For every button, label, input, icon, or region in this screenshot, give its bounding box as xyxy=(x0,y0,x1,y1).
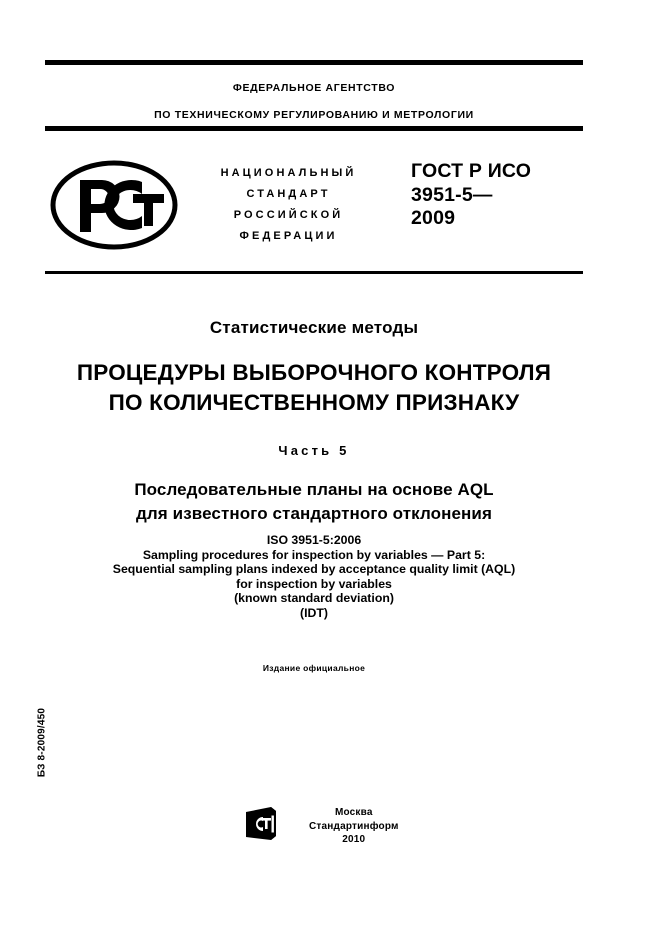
title-category: Статистические методы xyxy=(209,318,419,337)
gost-r-logo xyxy=(50,160,178,250)
title-subtitle-line-2: для известного стандартного отклонения xyxy=(136,504,492,523)
iso-line-2: Sampling procedures for inspection by variables — Part 5: xyxy=(142,547,486,562)
gost-r-certification-mark-icon xyxy=(50,160,178,250)
publisher-year: 2010 xyxy=(342,834,366,845)
title-subtitle-line-1: Последовательные планы на основе AQL xyxy=(134,480,494,499)
iso-line-5: (known standard deviation) xyxy=(234,591,394,606)
title-separator-rule xyxy=(45,271,583,274)
iso-line-3: Sequential sampling plans indexed by acceptance quality limit (AQL) xyxy=(112,562,516,577)
designation-line-2: 3951-5— xyxy=(411,183,493,206)
title-subtitle xyxy=(45,478,583,526)
publisher-block xyxy=(245,806,399,847)
title-part-number: Часть 5 xyxy=(278,443,350,458)
title-block xyxy=(45,318,583,526)
agency-line-2: ПО ТЕХНИЧЕСКОМУ РЕГУЛИРОВАНИЮ И МЕТРОЛОГИИ xyxy=(154,109,474,121)
standard-designation xyxy=(411,160,611,231)
iso-reference-block xyxy=(45,533,583,621)
iso-line-1: ISO 3951-5:2006 xyxy=(266,533,362,547)
official-edition-note: Издание официальное xyxy=(262,663,366,673)
national-line-4: ФЕДЕРАЦИИ xyxy=(239,230,338,242)
publisher-name: Стандартинформ xyxy=(309,820,399,832)
header-rule xyxy=(45,126,583,131)
title-main-line-2: ПО КОЛИЧЕСТВЕННОМУ ПРИЗНАКУ xyxy=(108,390,520,415)
national-line-1: НАЦИОНАЛЬНЫЙ xyxy=(220,167,357,179)
standartinform-emblem-icon xyxy=(245,806,281,844)
standartinform-logo xyxy=(245,806,281,844)
agency-line-1: ФЕДЕРАЛЬНОЕ АГЕНТСТВО xyxy=(232,82,396,94)
designation-line-1: ГОСТ Р ИСО xyxy=(411,160,532,182)
publisher-text xyxy=(309,806,399,847)
iso-line-6: (IDT) xyxy=(300,605,328,620)
title-main-line-1: ПРОЦЕДУРЫ ВЫБОРОЧНОГО КОНТРОЛЯ xyxy=(76,360,552,385)
title-main xyxy=(45,358,583,418)
top-rule xyxy=(45,60,583,65)
designation-line-3: 2009 xyxy=(411,207,456,229)
publisher-city: Москва xyxy=(334,807,373,818)
national-standard-block xyxy=(186,163,391,247)
national-line-3: РОССИЙСКОЙ xyxy=(233,209,344,221)
iso-line-4: for inspection by variables xyxy=(236,576,392,591)
national-line-2: СТАНДАРТ xyxy=(246,188,331,200)
catalogue-code-vertical: БЗ 8-2009/450 xyxy=(36,707,48,778)
